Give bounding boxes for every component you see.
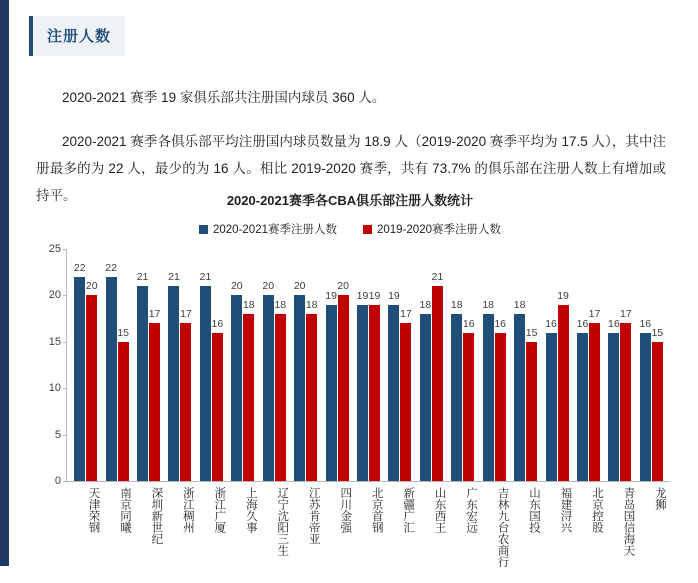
bar-value-label: 17 xyxy=(180,308,192,321)
bar xyxy=(388,289,400,481)
bar xyxy=(148,308,161,481)
x-axis-label: 龙狮 xyxy=(653,487,666,510)
bar xyxy=(419,298,432,481)
bar-group xyxy=(478,249,509,481)
paragraph-text: 2020-2021 赛季 19 家俱乐部共注册国内球员 360 人。 xyxy=(62,90,386,105)
x-axis-label: 辽宁沈阳三生 xyxy=(276,487,289,556)
bar xyxy=(242,298,255,481)
bar-value-label: 18 xyxy=(242,298,255,311)
x-axis-label: 北京首钢 xyxy=(370,487,383,533)
bar xyxy=(274,298,287,481)
bar xyxy=(545,317,557,481)
bar xyxy=(85,280,98,481)
y-axis-tick-label: 25 xyxy=(48,243,61,255)
bar-value-label: 16 xyxy=(211,317,224,330)
x-axis-label: 吉林九台农商行 xyxy=(496,487,509,568)
bar-value-label: 18 xyxy=(274,298,287,311)
bar-group xyxy=(196,249,227,481)
bar-group xyxy=(384,249,415,481)
bar xyxy=(525,326,538,481)
bar xyxy=(325,289,337,481)
bar xyxy=(576,317,589,481)
bar xyxy=(620,308,632,481)
legend-label: 2019-2020赛季注册人数 xyxy=(377,224,501,236)
bar-value-label: 20 xyxy=(85,280,98,293)
bar-value-label: 21 xyxy=(168,271,180,284)
x-axis-label: 广东宏远 xyxy=(465,487,478,533)
bar-value-label: 19 xyxy=(325,289,337,302)
bar-value-label: 18 xyxy=(305,298,318,311)
x-axis-label: 福建浔兴 xyxy=(559,487,572,533)
bar-value-label: 20 xyxy=(230,280,243,293)
bar xyxy=(337,280,349,481)
bar xyxy=(608,317,620,481)
bar xyxy=(73,261,86,481)
bar-value-label: 18 xyxy=(513,298,526,311)
bar-value-label: 16 xyxy=(576,317,589,330)
y-axis-tick-mark xyxy=(63,481,67,482)
registration-bar-chart xyxy=(20,188,680,568)
x-axis-label: 山东西王 xyxy=(433,487,446,533)
bar-value-label: 18 xyxy=(482,298,495,311)
x-axis-label: 新疆广汇 xyxy=(402,487,415,533)
bar xyxy=(230,280,243,481)
legend-item-2019-2020 xyxy=(363,221,501,237)
bar xyxy=(588,308,601,481)
bar-group xyxy=(416,249,447,481)
bar xyxy=(462,317,475,481)
bar-value-label: 22 xyxy=(105,261,117,274)
legend-swatch-icon xyxy=(199,225,208,234)
x-axis-label: 浙江广厦 xyxy=(213,487,226,533)
bar xyxy=(211,317,224,481)
legend-swatch-icon xyxy=(363,225,372,234)
bar xyxy=(368,289,381,481)
bar-value-label: 17 xyxy=(400,308,412,321)
bar xyxy=(199,271,212,481)
chart-plot-area xyxy=(48,243,670,487)
bar-value-label: 16 xyxy=(494,317,507,330)
chart-title: 2020-2021赛季各CBA俱乐部注册人数统计 xyxy=(226,193,474,208)
x-axis-label: 深圳新世纪 xyxy=(150,487,163,545)
bar-value-label: 16 xyxy=(608,317,620,330)
bar-value-label: 21 xyxy=(199,271,212,284)
bar-group xyxy=(227,249,258,481)
y-axis-tick-label: 0 xyxy=(54,475,61,487)
bar-group xyxy=(164,249,195,481)
bar-value-label: 19 xyxy=(368,289,381,302)
x-axis-label: 山东国投 xyxy=(528,487,541,533)
bar xyxy=(431,271,444,481)
bar-value-label: 20 xyxy=(262,280,275,293)
section-badge: 注册人数 xyxy=(29,16,125,56)
bar-value-label: 17 xyxy=(148,308,161,321)
bar-group xyxy=(636,249,667,481)
bar-value-label: 17 xyxy=(588,308,601,321)
bar-value-label: 16 xyxy=(545,317,557,330)
y-axis-tick-label: 20 xyxy=(48,289,61,302)
y-axis-tick-label: 5 xyxy=(54,428,61,441)
bar-groups xyxy=(67,249,670,481)
bar-value-label: 16 xyxy=(462,317,475,330)
bar xyxy=(180,308,192,481)
bar-value-label: 22 xyxy=(73,261,86,274)
x-axis-label: 南京同曦 xyxy=(118,487,131,533)
bar-value-label: 18 xyxy=(419,298,432,311)
bar-value-label: 21 xyxy=(136,271,149,284)
x-axis-label: 青岛国信海天 xyxy=(622,487,635,556)
bar-group xyxy=(573,249,604,481)
bar xyxy=(293,280,306,481)
bar xyxy=(651,326,664,481)
bar xyxy=(105,261,117,481)
bar-group xyxy=(604,249,635,481)
bar-group xyxy=(290,249,321,481)
bar-group xyxy=(353,249,384,481)
bar xyxy=(557,289,569,481)
bar-group xyxy=(133,249,164,481)
y-axis-tick-label: 10 xyxy=(48,382,61,395)
bar xyxy=(136,271,149,481)
bar-value-label: 19 xyxy=(356,289,369,302)
bar-group xyxy=(70,249,101,481)
bar xyxy=(262,280,275,481)
x-axis-label: 江苏肯帝亚 xyxy=(307,487,320,545)
paragraph-text: 2020-2021 赛季各俱乐部平均注册国内球员数量为 18.9 人（2019-2020 赛季平均为 17.5 人），其中注册最多的为 22 人，最少的为 16 人。相比 2019-2020 赛季，共有 73.7% 的俱乐部在注册人数上有增加或持平。 xyxy=(36,134,666,203)
page-left-accent-bar xyxy=(0,0,9,566)
bar xyxy=(482,298,495,481)
paragraph-total-registrations xyxy=(36,84,666,111)
bar-value-label: 15 xyxy=(525,326,538,339)
bar-value-label: 15 xyxy=(651,326,664,339)
bar-group xyxy=(541,249,572,481)
bar xyxy=(305,298,318,481)
chart-legend xyxy=(20,221,680,237)
bar xyxy=(450,298,463,481)
x-axis-label: 四川金强 xyxy=(339,487,352,533)
x-axis-label: 上海久事 xyxy=(244,487,257,533)
bar xyxy=(168,271,180,481)
bar-value-label: 20 xyxy=(337,280,349,293)
x-axis-label: 天津荣钢 xyxy=(87,487,100,533)
bar-value-label: 19 xyxy=(557,289,569,302)
legend-label: 2020-2021赛季注册人数 xyxy=(213,224,337,236)
bar xyxy=(513,298,526,481)
x-axis-label: 北京控股 xyxy=(590,487,603,533)
bar-group xyxy=(101,249,132,481)
legend-item-2020-2021 xyxy=(199,221,337,237)
bar xyxy=(400,308,412,481)
bar-value-label: 16 xyxy=(639,317,652,330)
bar-value-label: 17 xyxy=(620,308,632,321)
bar xyxy=(639,317,652,481)
bar-group xyxy=(510,249,541,481)
bar-value-label: 19 xyxy=(388,289,400,302)
y-axis-tick-label: 15 xyxy=(48,335,61,348)
bar-value-label: 21 xyxy=(431,271,444,284)
bar-value-label: 18 xyxy=(450,298,463,311)
bar-group xyxy=(321,249,352,481)
x-axis-label: 浙江稠州 xyxy=(181,487,194,533)
bar xyxy=(117,326,129,481)
bar xyxy=(494,317,507,481)
x-axis-labels xyxy=(66,482,670,583)
bar-group xyxy=(259,249,290,481)
bar-group xyxy=(447,249,478,481)
bar-value-label: 15 xyxy=(117,326,129,339)
bar-value-label: 20 xyxy=(293,280,306,293)
bar xyxy=(356,289,369,481)
